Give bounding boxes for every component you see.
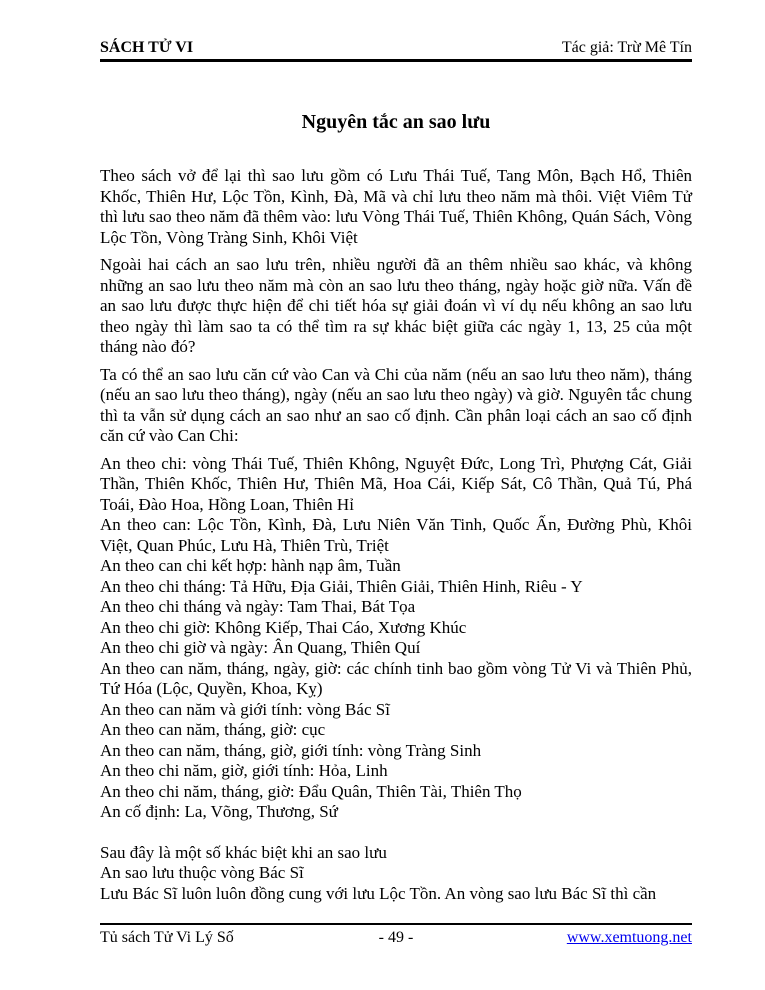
rule-line: An theo chi tháng: Tả Hữu, Địa Giải, Thiên Giải, Thiên Hinh, Riêu - Y [100, 576, 583, 596]
paragraph-intro: Theo sách vở để lại thì sao lưu gồm có Lưu Thái Tuế, Tang Môn, Bạch Hổ, Thiên Khốc, Thiên Hư, Lộc Tồn, Kình, Đà, Mã và chỉ lưu theo năm mà thôi. Việt Viêm Tử thì lưu sao theo năm đã thêm vào: lưu Vòng Thái Tuế, Thiên Không, Quán Sách, Vòng Lộc Tồn, Vòng Tràng Sinh, Khôi Việt [100, 166, 692, 247]
rule-line: An theo chi năm, tháng, giờ: Đẩu Quân, Thiên Tài, Thiên Thọ [100, 781, 522, 801]
rule-line: An theo chi giờ và ngày: Ân Quang, Thiên Quí [100, 638, 421, 657]
rule-list [100, 454, 692, 823]
closing-line: Lưu Bác Sĩ luôn luôn đồng cung với lưu Lộc Tồn. An vòng sao lưu Bác Sĩ thì cần [100, 883, 657, 903]
rule-line: An theo can năm, tháng, ngày, giờ: các chính tinh bao gồm vòng Tử Vi và Thiên Phủ, Tứ Hóa (Lộc, Quyền, Khoa, Kỵ) [100, 658, 692, 698]
author-credit: Tác giả: Trừ Mê Tín [561, 39, 692, 56]
rule-line: An theo chi: vòng Thái Tuế, Thiên Không, Nguyệt Đức, Long Trì, Phượng Cát, Giải Thần, Thiên Khốc, Thiên Hư, Thiên Mã, Hoa Cái, Kiếp Sát, Cô Thần, Quả Tú, Phá Toái, Đào Hoa, Hồng Loan, Thiên Hỉ [100, 453, 692, 514]
page-number: - 49 - [378, 929, 414, 946]
page-header [100, 0, 692, 62]
paragraph-discussion: Ngoài hai cách an sao lưu trên, nhiều người đã an thêm nhiều sao khác, và không những an sao lưu theo năm mà còn an sao lưu theo tháng, ngày hoặc giờ nữa. Vấn đề an sao lưu được thực hiện để chi tiết hóa sự giải đoán vì ví dụ nếu không an sao lưu theo ngày thì làm sao ta có thể tìm ra sự khác biệt giữa các ngày 1, 13, 25 của một tháng nào đó? [100, 255, 692, 356]
closing-line: An sao lưu thuộc vòng Bác Sĩ [100, 863, 304, 882]
website-link[interactable]: www.xemtuong.net [566, 929, 692, 946]
paragraph-principle: Ta có thể an sao lưu căn cứ vào Can và Chi của năm (nếu an sao lưu theo năm), tháng (nếu an sao lưu theo tháng), ngày (nếu an sao lưu theo ngày) và giờ. Nguyên tắc chung thì ta vẫn sử dụng cách an sao như an sao cố định. Cần phân loại cách an sao cố định căn cứ vào Can Chi: [100, 364, 692, 445]
page-body [100, 166, 692, 904]
page-footer [100, 923, 692, 947]
rule-line: An theo chi giờ: Không Kiếp, Thai Cáo, Xương Khúc [100, 617, 467, 637]
closing-block [100, 843, 692, 905]
rule-line: An theo chi năm, giờ, giới tính: Hỏa, Linh [100, 761, 388, 780]
rule-line: An theo chi tháng và ngày: Tam Thai, Bát Tọa [100, 597, 416, 616]
rule-line: An cố định: La, Võng, Thương, Sứ [100, 802, 338, 821]
rule-line: An theo can: Lộc Tồn, Kình, Đà, Lưu Niên Văn Tinh, Quốc Ấn, Đường Phù, Khôi Việt, Quan Phúc, Lưu Hà, Thiên Trù, Triệt [100, 515, 692, 555]
rule-line: An theo can năm, tháng, giờ: cục [100, 720, 326, 739]
book-title: SÁCH TỬ VI [100, 39, 194, 56]
series-title: Tủ sách Tử Vi Lý Số [100, 929, 234, 946]
rule-line: An theo can năm, tháng, giờ, giới tính: vòng Tràng Sinh [100, 740, 482, 760]
closing-line: Sau đây là một số khác biệt khi an sao lưu [100, 842, 387, 862]
rule-line: An theo can năm và giới tính: vòng Bác Sĩ [100, 699, 390, 719]
page-title: Nguyên tắc an sao lưu [301, 111, 491, 133]
rule-line: An theo can chi kết hợp: hành nạp âm, Tuần [100, 556, 401, 575]
